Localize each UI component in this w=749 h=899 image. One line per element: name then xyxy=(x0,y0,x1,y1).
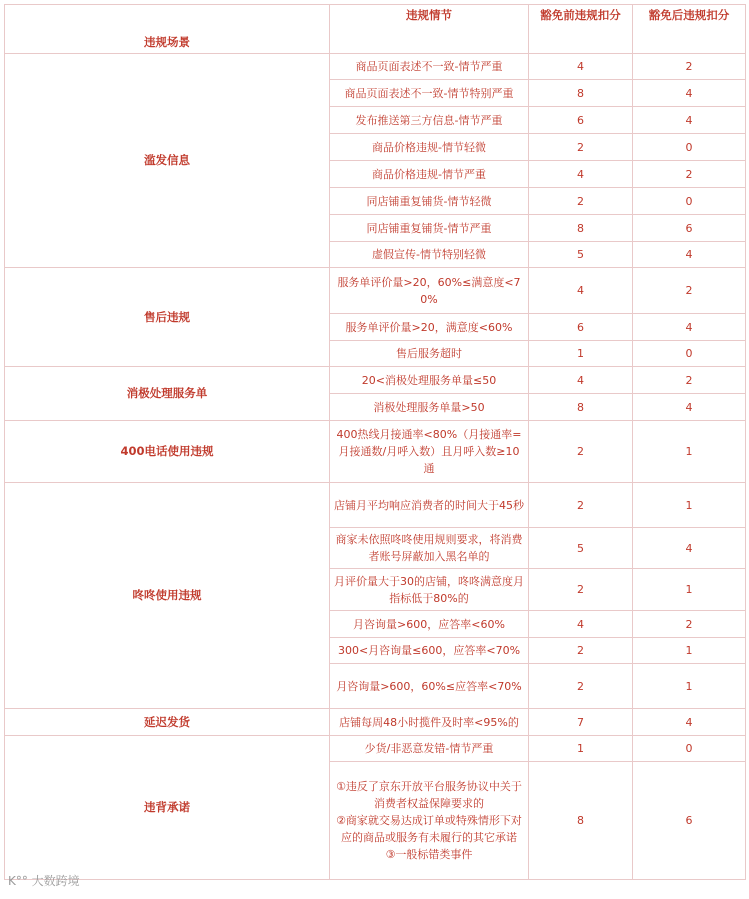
penalty-table xyxy=(4,4,746,880)
after-cell: 4 xyxy=(633,709,746,736)
before-cell: 4 xyxy=(529,268,633,314)
before-cell: 8 xyxy=(529,215,633,242)
scene-cell: 咚咚使用违规 xyxy=(5,483,330,709)
detail-cell: 虚假宣传-情节特别轻微 xyxy=(330,242,529,268)
after-cell: 2 xyxy=(633,611,746,638)
detail-cell: 400热线月接通率<80%（月接通率=月接通数/月呼入数）且月呼入数≥10通 xyxy=(330,421,529,483)
scene-cell: 消极处理服务单 xyxy=(5,367,330,421)
detail-cell: 售后服务超时 xyxy=(330,341,529,367)
scene-cell: 滥发信息 xyxy=(5,54,330,268)
after-cell: 0 xyxy=(633,134,746,161)
after-cell: 1 xyxy=(633,664,746,709)
before-cell: 2 xyxy=(529,483,633,528)
detail-cell: 商品页面表述不一致-情节特别严重 xyxy=(330,80,529,107)
table-body xyxy=(5,54,746,880)
after-cell: 6 xyxy=(633,215,746,242)
after-cell: 4 xyxy=(633,242,746,268)
detail-cell: 月咨询量>600，应答率<60% xyxy=(330,611,529,638)
detail-cell: 发布推送第三方信息-情节严重 xyxy=(330,107,529,134)
scene-cell: 违背承诺 xyxy=(5,736,330,880)
table-row xyxy=(5,268,746,314)
before-cell: 6 xyxy=(529,314,633,341)
detail-cell: 商品价格违规-情节严重 xyxy=(330,161,529,188)
before-cell: 2 xyxy=(529,421,633,483)
before-cell: 4 xyxy=(529,161,633,188)
after-cell: 4 xyxy=(633,80,746,107)
after-cell: 6 xyxy=(633,762,746,880)
before-cell: 8 xyxy=(529,80,633,107)
before-cell: 6 xyxy=(529,107,633,134)
detail-cell: 服务单评价量>20，60%≤满意度<70% xyxy=(330,268,529,314)
before-cell: 5 xyxy=(529,242,633,268)
after-cell: 2 xyxy=(633,367,746,394)
table-row xyxy=(5,421,746,483)
detail-cell: 店铺月平均响应消费者的时间大于45秒 xyxy=(330,483,529,528)
table-header-row xyxy=(5,5,746,54)
after-cell: 0 xyxy=(633,736,746,762)
detail-cell: 月咨询量>600，60%≤应答率<70% xyxy=(330,664,529,709)
before-cell: 1 xyxy=(529,341,633,367)
detail-cell: 商家未依照咚咚使用规则要求，将消费者账号屏蔽加入黑名单的 xyxy=(330,528,529,569)
after-cell: 1 xyxy=(633,569,746,611)
detail-cell: 同店铺重复铺货-情节轻微 xyxy=(330,188,529,215)
detail-cell: 300<月咨询量≤600，应答率<70% xyxy=(330,638,529,664)
before-cell: 8 xyxy=(529,394,633,421)
header-after: 豁免后违规扣分 xyxy=(633,5,746,54)
detail-cell: 同店铺重复铺货-情节严重 xyxy=(330,215,529,242)
header-scene: 违规场景 xyxy=(5,5,330,54)
table-row xyxy=(5,736,746,762)
detail-cell: 月评价量大于30的店铺，咚咚满意度月指标低于80%的 xyxy=(330,569,529,611)
before-cell: 4 xyxy=(529,367,633,394)
table-row xyxy=(5,483,746,528)
after-cell: 2 xyxy=(633,268,746,314)
detail-cell: 服务单评价量>20，满意度<60% xyxy=(330,314,529,341)
before-cell: 1 xyxy=(529,736,633,762)
detail-cell: 20<消极处理服务单量≤50 xyxy=(330,367,529,394)
detail-cell: 少货/非恶意发错-情节严重 xyxy=(330,736,529,762)
scene-cell: 售后违规 xyxy=(5,268,330,367)
before-cell: 5 xyxy=(529,528,633,569)
after-cell: 4 xyxy=(633,314,746,341)
table-row xyxy=(5,54,746,80)
before-cell: 4 xyxy=(529,611,633,638)
after-cell: 4 xyxy=(633,528,746,569)
header-detail: 违规情节 xyxy=(330,5,529,54)
detail-cell: ①违反了京东开放平台服务协议中关于消费者权益保障要求的 ②商家就交易达成订单或特殊情形下对应的商品或服务有未履行的其它承诺 ③一般标错类事件 xyxy=(330,762,529,880)
before-cell: 7 xyxy=(529,709,633,736)
after-cell: 1 xyxy=(633,421,746,483)
after-cell: 4 xyxy=(633,394,746,421)
detail-cell: 商品价格违规-情节轻微 xyxy=(330,134,529,161)
before-cell: 2 xyxy=(529,569,633,611)
table-row xyxy=(5,709,746,736)
watermark-text: K°° 大数跨境 xyxy=(8,874,80,888)
header-before: 豁免前违规扣分 xyxy=(529,5,633,54)
after-cell: 0 xyxy=(633,341,746,367)
detail-cell: 商品页面表述不一致-情节严重 xyxy=(330,54,529,80)
after-cell: 2 xyxy=(633,161,746,188)
after-cell: 1 xyxy=(633,483,746,528)
before-cell: 2 xyxy=(529,188,633,215)
detail-cell: 消极处理服务单量>50 xyxy=(330,394,529,421)
before-cell: 2 xyxy=(529,664,633,709)
detail-cell: 店铺每周48小时揽件及时率<95%的 xyxy=(330,709,529,736)
after-cell: 2 xyxy=(633,54,746,80)
table-row xyxy=(5,367,746,394)
before-cell: 2 xyxy=(529,638,633,664)
after-cell: 4 xyxy=(633,107,746,134)
after-cell: 0 xyxy=(633,188,746,215)
scene-cell: 延迟发货 xyxy=(5,709,330,736)
before-cell: 4 xyxy=(529,54,633,80)
before-cell: 2 xyxy=(529,134,633,161)
scene-cell: 400电话使用违规 xyxy=(5,421,330,483)
before-cell: 8 xyxy=(529,762,633,880)
after-cell: 1 xyxy=(633,638,746,664)
